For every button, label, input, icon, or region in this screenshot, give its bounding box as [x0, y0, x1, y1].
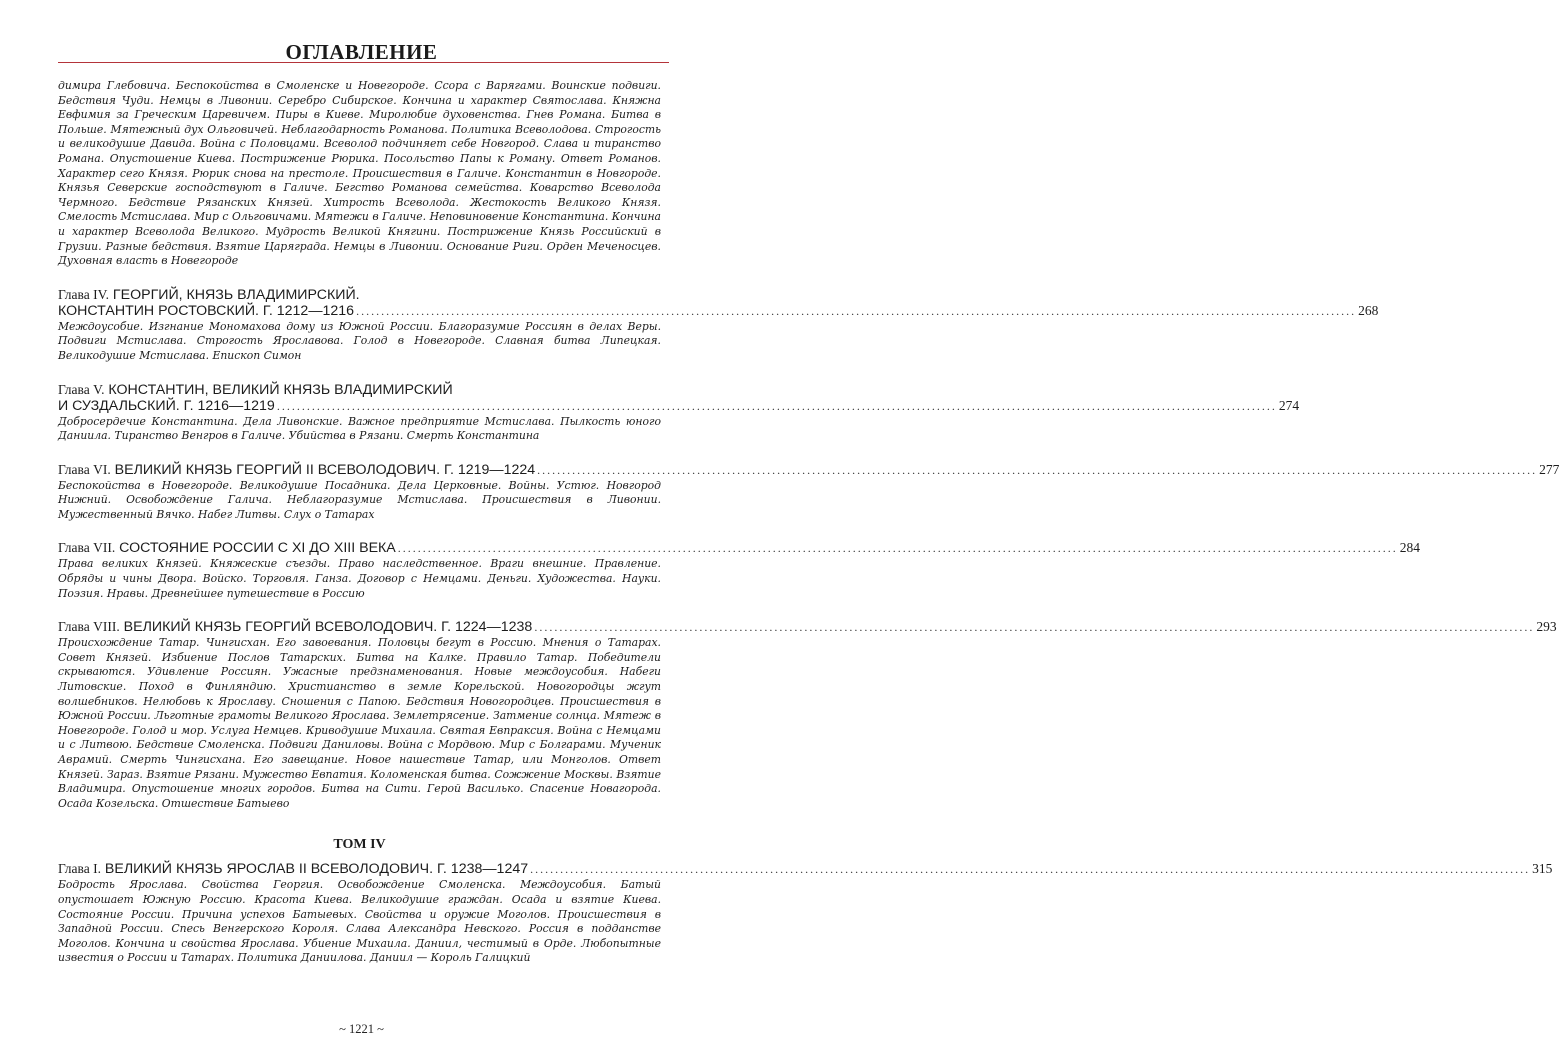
dot-leader: ........................................................................................................................................................................................................: [534, 620, 1535, 635]
chapter-page: 277: [1539, 461, 1559, 477]
chapter-title: ВЕЛИКИЙ КНЯЗЬ ГЕОРГИЙ II ВСЕВОЛОДОВИЧ. Г. 1219—1224: [114, 461, 536, 478]
chapter-label: Глава VII.: [58, 540, 116, 556]
chapter-title-line: [58, 861, 1553, 878]
chapter-label: Глава VIII.: [58, 619, 120, 635]
chapter-title-line: [58, 540, 1421, 557]
intro-text: димира Глебовича. Беспокойства в Смоленске и Новегороде. Ссора с Варягами. Воинские подвиги. Бедствия Чуди. Немцы в Ливонии. Серебро Сибирское. Кончина и характер Святослава. Княжна Евфимия за Греческим Царевичем. Пиры в Киеве. Миролюбие духовенства. Гнев Романа. Битва в Польше. Мятежный дух Ольговичей. Неблагодарность Романова. Политика Всеволодова. Строгость и великодушие Давида. Война с Половцами. Всеволод подчиняет себе Новгород. Слава и тиранство Романа. Опустошение Киева. Пострижение Рюрика. Посольство Папы к Роману. Ответ Романов. Характер сего Князя. Рюрик снова на престоле. Происшествия в Галиче. Константин в Новгороде. Князья Северские господствуют в Галиче. Бегство Романова семейства. Коварство Всеволода Чермного. Бедствие Рязанских Князей. Хитрость Всеволода. Жестокость Великого Князя. Смелость Мстислава. Мир с Ольговичами. Мятежи в Галиче. Неповиновение Константина. Кончина и характер Всеволода Великого. Мудрость Великой Княгини. Пострижение Князь Российский в Грузии. Разные бедствия. Взятие Царяграда. Немцы в Ливонии. Основание Риги. Орден Меченосцев. Духовная власть в Новегороде: [58, 79, 661, 268]
chapter-heading: [58, 381, 1300, 414]
chapter-title-line: [58, 619, 1557, 636]
chapter-description: Происхождение Татар. Чингисхан. Его завоевания. Половцы бегут в Россию. Мнения о Татарах. Совет Князей. Избиение Послов Татарских. Битва на Калке. Правило Татар. Победители скрываются. Удивление Россиян. Ужасные предзнаменования. Новые междоусобия. Набеги Литовские. Поход в Финляндию. Христианство в земле Корельской. Новогородцы жгут волшебников. Нелюбовь к Ярославу. Сношения с Папою. Бедствия Новогородцев. Происшествия в Южной России. Льготные грамоты Великого Ярослава. Землетрясение. Затмение солнца. Мятеж в Новегороде. Голод и мор. Услуга Немцев. Криводушие Михаила. Святая Евпраксия. Война с Немцами и с Литвою. Бедствие Смоленска. Подвиги Даниловы. Война с Мордвою. Мир с Болгарами. Мученик Аврамий. Смерть Чингисхана. Его завещание. Новое нашествие Татар, или Монголов. Ответ Князей. Зараз. Взятие Рязани. Мужество Евпатия. Коломенская битва. Сожжение Москвы. Взятие Владимира. Опустошение многих городов. Битва на Сити. Герой Василько. Спасение Новагорода. Осада Козельска. Отшествие Батыево: [58, 636, 661, 810]
chapter-label: Глава VI.: [58, 461, 111, 477]
dot-leader: ........................................................................................................................................................................................................: [537, 462, 1538, 477]
toc-content: [58, 79, 1559, 966]
chapter-page: 284: [1399, 540, 1421, 556]
chapter-entry: [58, 540, 1421, 601]
chapter-description: Бодрость Ярослава. Свойства Георгия. Освобождение Смоленска. Междоусобия. Батый опустошает Южную Россию. Красота Киева. Великодушие граждан. Осада и взятие Киева. Состояние России. Причина успехов Батыевых. Свойства и оружие Моголов. Происшествия в Западной России. Спесь Венгерского Короля. Слава Александра Невского. Россия в подданстве Моголов. Кончина и свойства Ярослава. Убиение Михаила. Даниил, честимый в Орде. Любопытные известия о России и Татарах. Политика Даниилова. Даниил — Король Галицкий: [58, 878, 661, 965]
chapter-heading: [58, 861, 1553, 878]
chapter-title-line: [58, 287, 661, 303]
chapter-label: Глава IV.: [58, 286, 109, 302]
chapter-title-group: [58, 540, 396, 556]
dot-leader: ........................................................................................................................................................................................................: [397, 541, 1398, 556]
dot-leader: ........................................................................................................................................................................................................: [276, 398, 1277, 413]
chapter-label: Глава V.: [58, 381, 105, 397]
chapter-title: ВЕЛИКИЙ КНЯЗЬ ГЕОРГИЙ ВСЕВОЛОДОВИЧ. Г. 1224—1238: [123, 619, 533, 636]
chapter-title-line: [58, 382, 661, 398]
page-number: ~ 1221 ~: [339, 1022, 384, 1036]
chapter-label: Глава I.: [58, 861, 101, 877]
chapter-entry: [58, 286, 1379, 364]
chapter-entry: [58, 619, 1557, 811]
volume-heading: ТОМ IV: [333, 837, 386, 853]
chapter-description: Добросердечие Константина. Дела Ливонские. Важное предприятие Мстислава. Пылкость юного Даниила. Тиранство Венгров в Галиче. Убийства в Рязани. Смерть Константина: [58, 414, 661, 443]
chapter-description: Междоусобие. Изгнание Мономахова дому из Южной России. Благоразумие Россиян в делах Веры. Подвиги Мстислава. Строгость Ярославова. Голод в Новегороде. Славная битва Липецкая. Великодушие Мстислава. Епископ Симон: [58, 319, 661, 362]
chapter-entry: [58, 861, 1553, 966]
chapter-heading: [58, 286, 1379, 319]
chapter-heading: [58, 540, 1421, 557]
chapter-page: 268: [1358, 302, 1379, 318]
chapter-title-line: [58, 397, 1300, 414]
chapter-page: 293: [1536, 619, 1557, 635]
page-title: ОГЛАВЛЕНИЕ: [285, 40, 438, 64]
chapter-title: КОНСТАНТИН РОСТОВСКИЙ. Г. 1212—1216: [58, 302, 355, 319]
dot-leader: ........................................................................................................................................................................................................: [356, 303, 1357, 318]
chapter-title-group: [58, 861, 528, 877]
chapter-entry: [58, 381, 1300, 444]
chapter-title: ГЕОРГИЙ, КНЯЗЬ ВЛАДИМИРСКИЙ.: [112, 286, 360, 303]
title-rule: [58, 62, 669, 63]
chapter-page: 315: [1532, 861, 1553, 877]
chapter-heading: [58, 619, 1557, 636]
chapter-description: Беспокойства в Новегороде. Великодушие Посадника. Дела Церковные. Войны. Устюг. Новгород Нижний. Освобождение Галича. Неблагоразумие Мстислава. Происшествия в Ливонии. Мужественный Вячко. Набег Литвы. Слух о Татарах: [58, 478, 661, 521]
chapter-description: Права великих Князей. Княжеские съезды. Право наследственное. Враги внешние. Правление. Обряды и чины Двора. Войско. Торговля. Ганза. Договор с Немцами. Деньги. Художества. Науки. Поэзия. Нравы. Древнейшее путешествие в Россию: [58, 557, 661, 600]
chapter-entry: [58, 461, 1559, 523]
chapter-title: КОНСТАНТИН, ВЕЛИКИЙ КНЯЗЬ ВЛАДИМИРСКИЙ: [108, 381, 453, 398]
chapter-title-group: [58, 619, 532, 635]
chapter-title-group: [58, 462, 535, 478]
chapter-heading: [58, 461, 1559, 478]
chapter-page: 274: [1278, 397, 1300, 413]
dot-leader: ........................................................................................................................................................................................................: [530, 862, 1531, 877]
chapter-title-line: [58, 461, 1559, 478]
chapter-title: И СУЗДАЛЬСКИЙ. Г. 1216—1219: [58, 397, 275, 414]
chapter-title-line: [58, 302, 1379, 319]
chapter-title: СОСТОЯНИЕ РОССИИ С XI ДО XIII ВЕКА: [119, 540, 396, 557]
chapter-title: ВЕЛИКИЙ КНЯЗЬ ЯРОСЛАВ II ВСЕВОЛОДОВИЧ. Г. 1238—1247: [104, 861, 529, 878]
